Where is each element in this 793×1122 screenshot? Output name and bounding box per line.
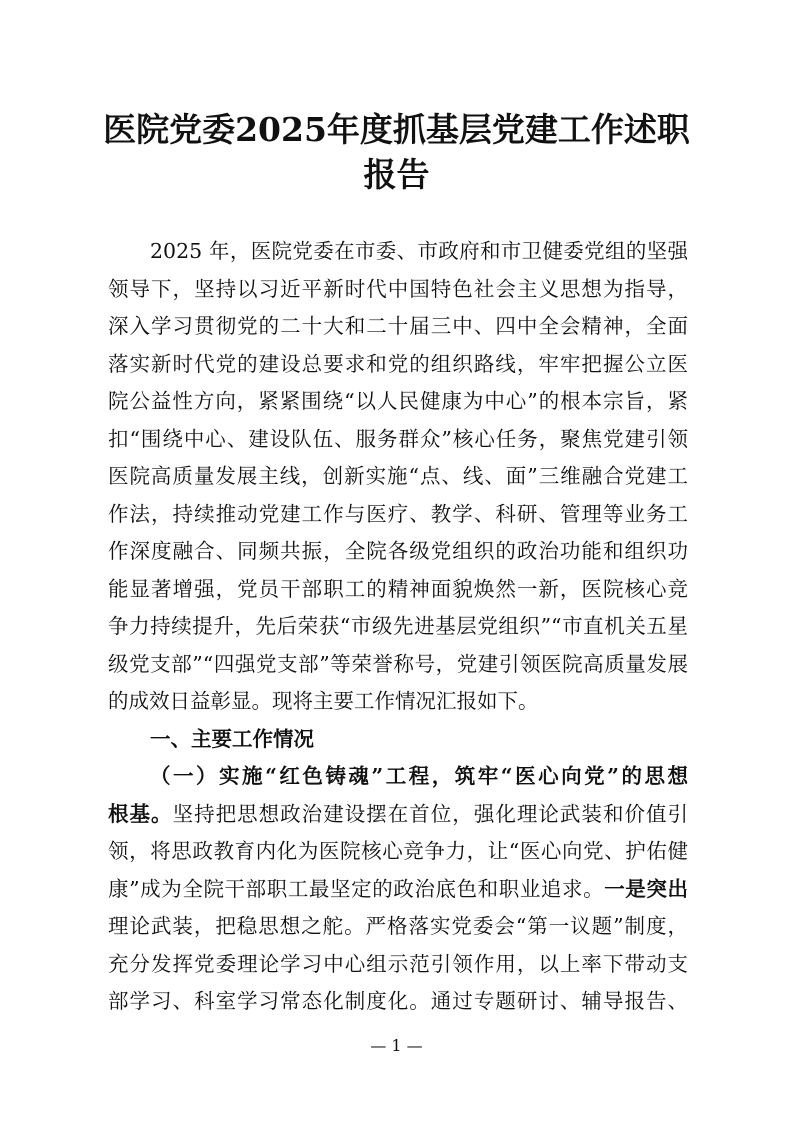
text-segment: 争力持续提升，先后荣获“市级先进基层党组织”“市直机关五星 (108, 614, 688, 638)
document-body (108, 233, 688, 1021)
document-title-line-1: 医院党委2025年度抓基层党建工作述职 (103, 110, 690, 149)
text-line (108, 458, 688, 496)
page-number: — 1 — (370, 1036, 423, 1055)
text-segment: 作法，持续推动党建工作与医疗、教学、科研、管理等业务工 (108, 501, 688, 526)
text-segment: 理论武装，把稳思想之舵。严格落实党委会“第一议题”制度， (108, 914, 688, 938)
text-line (108, 308, 688, 346)
text-line (108, 796, 688, 834)
text-segment: 扣“围绕中心、建设队伍、服务群众”核心任务，聚焦党建引领 (108, 426, 688, 451)
text-line (108, 758, 688, 796)
text-segment: 落实新时代党的建设总要求和党的组织路线，牢牢把握公立医 (108, 351, 688, 376)
text-line (108, 721, 688, 759)
text-segment: 康”成为全院干部职工最坚定的政治底色和职业追求。 (108, 876, 605, 901)
text-segment: 级党支部”“四强党支部”等荣誉称号，党建引领医院高质量发展 (108, 651, 688, 676)
text-line (108, 683, 688, 721)
text-line (108, 233, 688, 271)
text-line (108, 983, 688, 1021)
text-segment: 作深度融合、同频共振，全院各级党组织的政治功能和组织功 (108, 539, 688, 563)
text-segment: 领，将思政教育内化为医院核心竞争力，让“医心向党、护佑健 (108, 839, 688, 863)
bold-text: （一）实施“红色铸魂”工程，筑牢“医心向党”的思想 (150, 764, 688, 788)
text-segment: 医院高质量发展主线，创新实施“点、线、面”三维融合党建工 (108, 464, 688, 488)
text-segment: 领导下，坚持以习近平新时代中国特色社会主义思想为指导， (108, 276, 688, 301)
text-line (108, 871, 688, 909)
text-segment: 院公益性方向，紧紧围绕“以人民健康为中心”的根本宗旨，紧 (108, 389, 688, 413)
text-line (108, 608, 688, 646)
text-line (108, 908, 688, 946)
text-segment: 充分发挥党委理论学习中心组示范引领作用，以上率下带动支 (108, 951, 688, 976)
text-segment: 能显著增强，党员干部职工的精神面貌焕然一新，医院核心竞 (108, 576, 688, 601)
text-line (108, 533, 688, 571)
text-line (108, 346, 688, 384)
text-line (108, 271, 688, 309)
text-line (108, 946, 688, 984)
bold-text: 一、主要工作情况 (150, 726, 314, 751)
text-segment: 深入学习贯彻党的二十大和二十届三中、四中全会精神，全面 (108, 314, 688, 338)
text-segment: 坚持把思想政治建设摆在首位，强化理论武装和价值引 (172, 801, 689, 826)
bold-text: 一是突出 (604, 876, 688, 901)
text-line (108, 833, 688, 871)
text-segment: 的成效日益彰显。现将主要工作情况汇报如下。 (108, 689, 539, 713)
text-line (108, 421, 688, 459)
text-segment: 2025 年，医院党委在市委、市政府和市卫健委党组的坚强 (150, 239, 688, 263)
text-line (108, 571, 688, 609)
document-title-line-2: 报告 (363, 155, 430, 194)
bold-text: 根基。 (108, 801, 173, 826)
text-line (108, 646, 688, 684)
text-line (108, 383, 688, 421)
text-line (108, 496, 688, 534)
text-segment: 部学习、科室学习常态化制度化。通过专题研讨、辅导报告、 (108, 989, 688, 1013)
